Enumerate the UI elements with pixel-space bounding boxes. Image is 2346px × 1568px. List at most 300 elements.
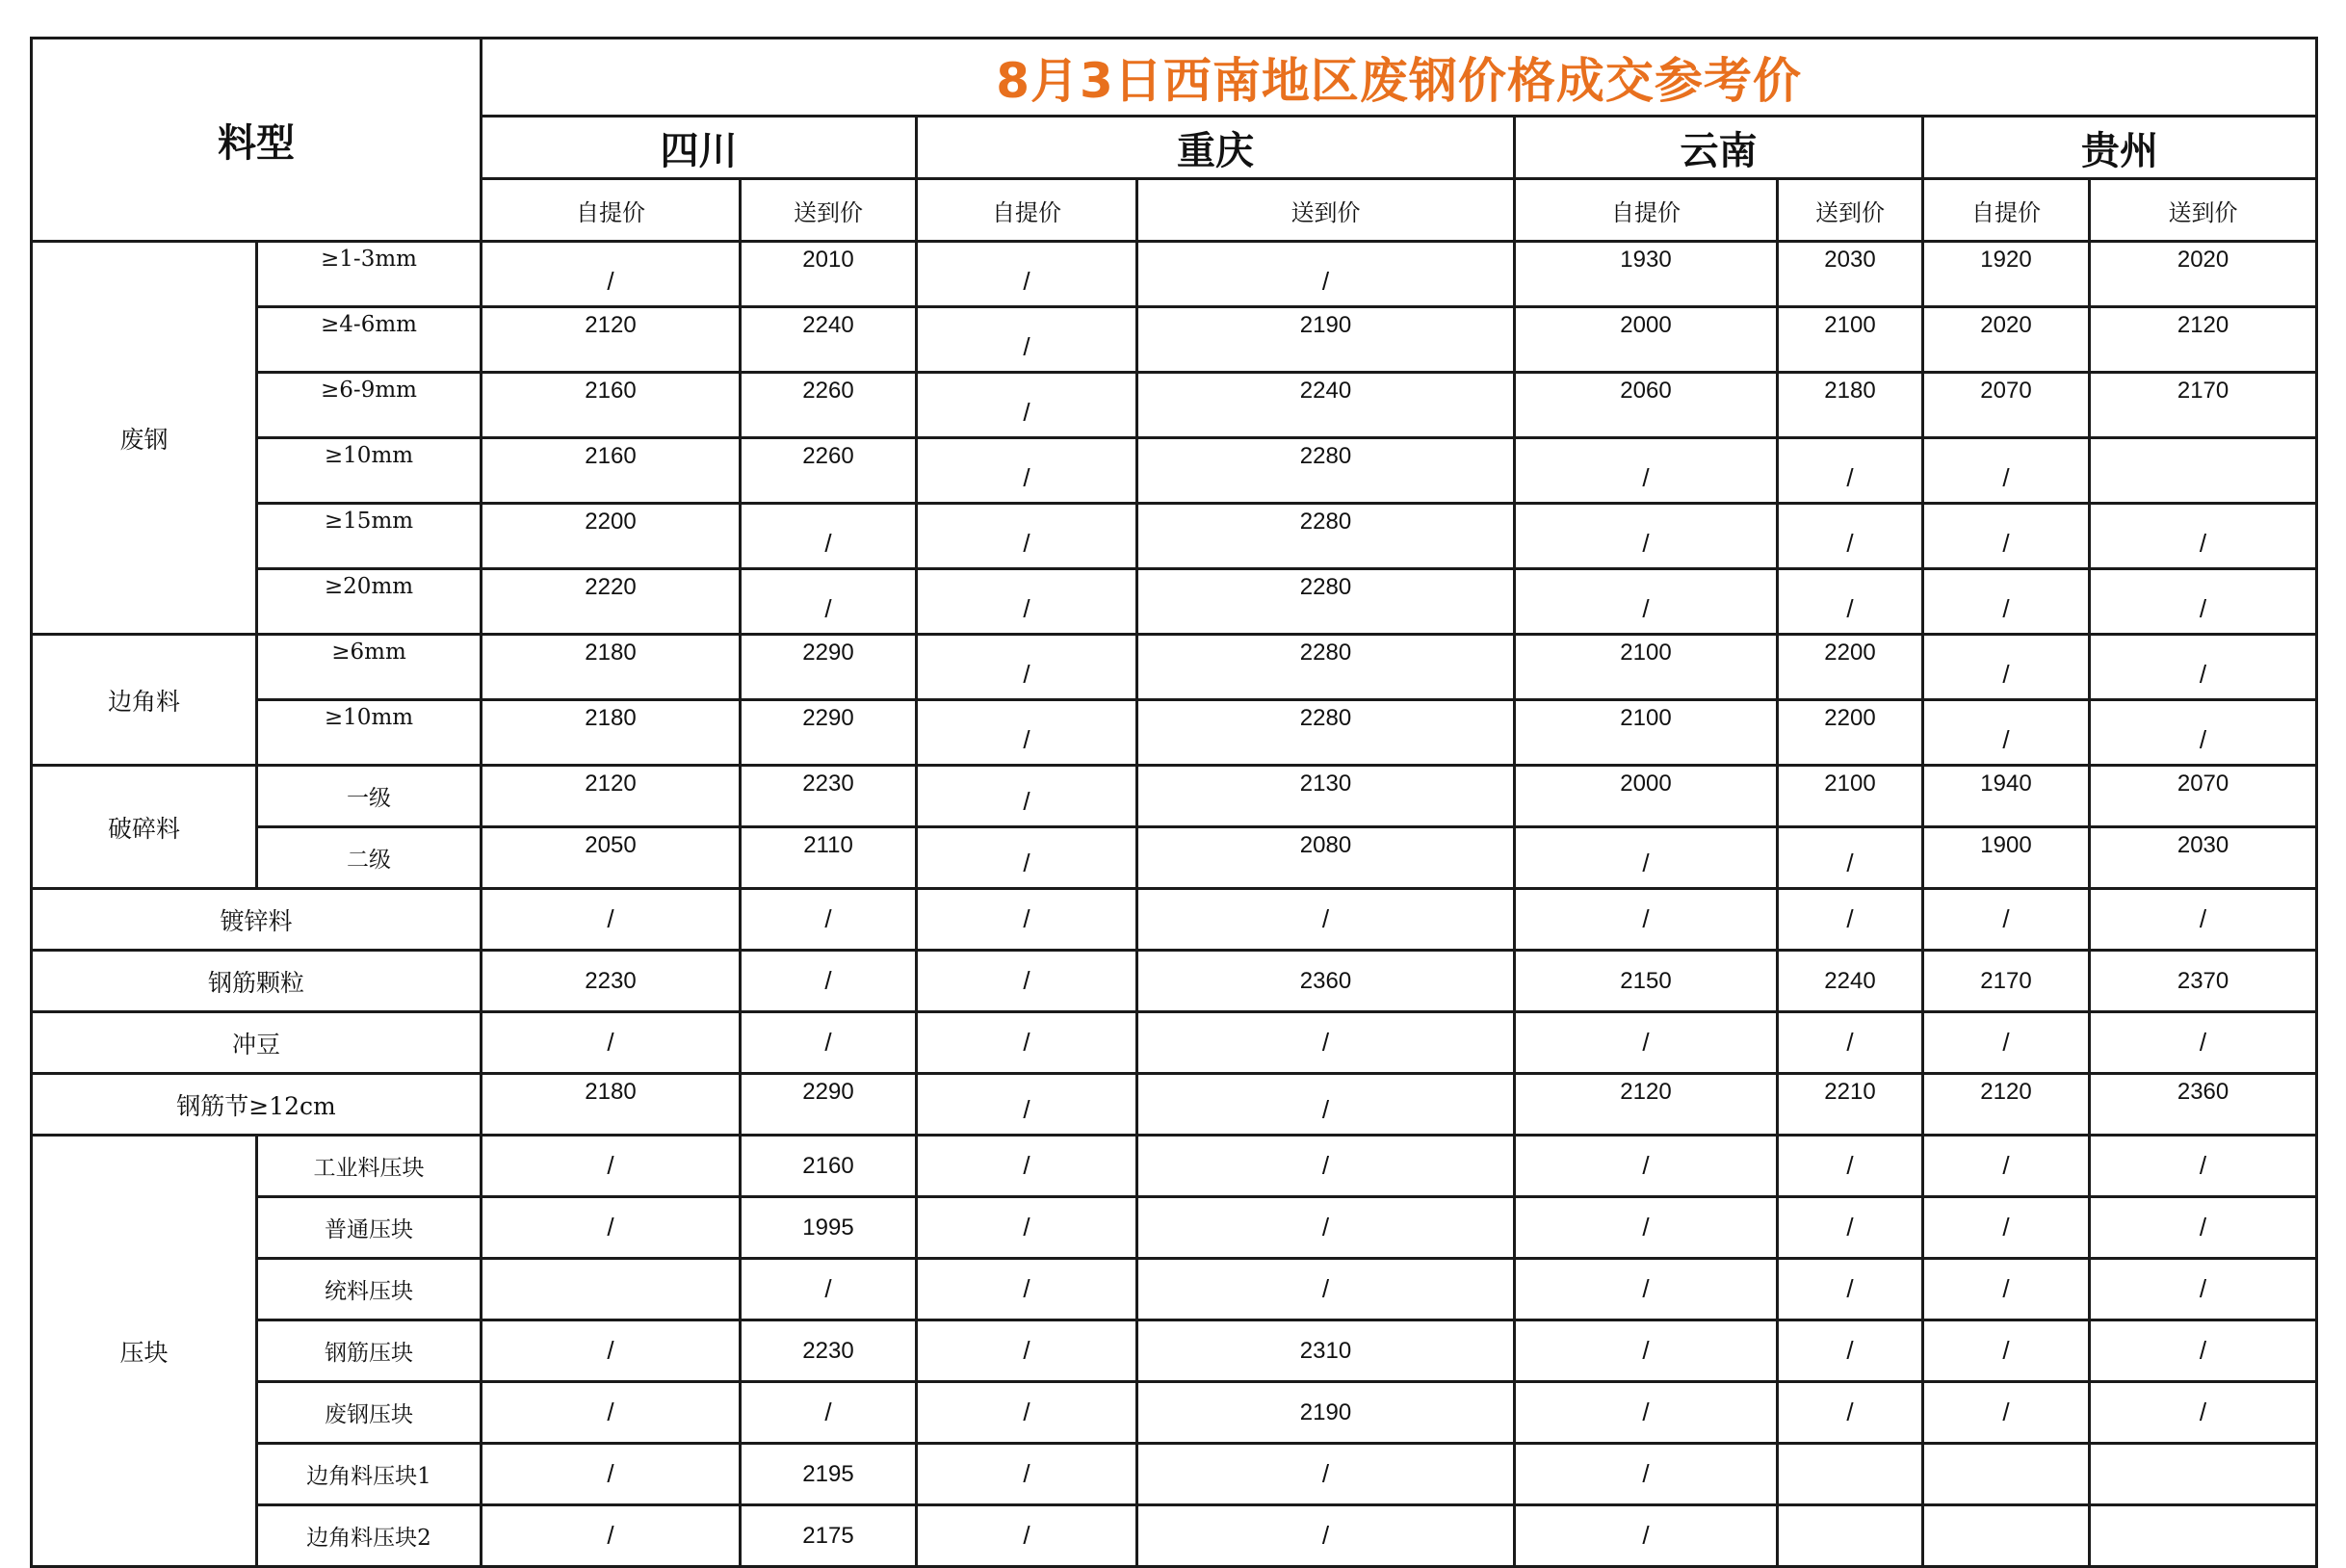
price-value: / — [1023, 787, 1030, 816]
spec-text: 统料压块 — [325, 1279, 413, 1304]
price-sheet — [30, 37, 2315, 1568]
price-value: 2200 — [1824, 705, 1876, 731]
price-value: / — [1846, 594, 1854, 623]
delivered-price-cell — [1137, 1197, 1515, 1259]
price-value: 2220 — [585, 574, 637, 600]
table-body — [32, 39, 2317, 1567]
price-value: 2200 — [1824, 640, 1876, 666]
delivered-price-cell — [741, 1074, 917, 1136]
price-value: / — [1321, 1151, 1330, 1180]
price-value: / — [1846, 1274, 1854, 1303]
price-value: / — [1023, 660, 1030, 689]
delivered-price-cell — [1137, 307, 1515, 373]
delivered-price-cell — [2090, 373, 2317, 438]
pickup-price-cell — [1515, 569, 1778, 635]
delivered-price-cell — [1778, 1012, 1923, 1074]
price-value: / — [1846, 1151, 1854, 1180]
delivered-price-cell — [1778, 242, 1923, 307]
spec-text: 钢筋压块 — [325, 1341, 413, 1366]
delivered-price-cell — [1137, 1259, 1515, 1320]
pickup-price-cell — [1515, 1197, 1778, 1259]
delivered-price-cell — [741, 438, 917, 504]
delivered-price-cell — [1137, 889, 1515, 951]
price-value: 2160 — [585, 443, 637, 469]
price-value: / — [2199, 1398, 2207, 1426]
pickup-price-cell — [1923, 569, 2090, 635]
pickup-price-cell — [1515, 951, 1778, 1012]
spec-label — [257, 700, 482, 766]
table-row — [32, 635, 2317, 700]
pickup-price-cell — [1923, 827, 2090, 889]
price-value: / — [1642, 529, 1650, 558]
price-value: / — [824, 594, 832, 623]
pickup-price-cell — [917, 1136, 1137, 1197]
delivered-price-cell — [2090, 1259, 2317, 1320]
price-value: / — [2002, 463, 2010, 492]
price-value: 2230 — [802, 1337, 854, 1364]
price-value: 2280 — [1299, 509, 1352, 535]
price-value: 2200 — [585, 509, 637, 535]
price-value: 2175 — [802, 1522, 854, 1549]
pickup-price-cell — [1515, 307, 1778, 373]
pickup-price-cell — [1923, 700, 2090, 766]
price-value: 1995 — [802, 1214, 854, 1241]
delivered-price-cell — [1137, 1505, 1515, 1567]
delivered-price-cell — [1778, 635, 1923, 700]
delivered-price-cell — [1137, 242, 1515, 307]
delivered-price-cell — [741, 1197, 917, 1259]
price-value: 2290 — [802, 1079, 854, 1105]
pickup-price-cell — [482, 1259, 741, 1320]
delivered-price-cell — [1778, 438, 1923, 504]
pickup-price-header: 自提价 — [482, 179, 741, 242]
table-row — [32, 827, 2317, 889]
delivered-price-cell — [2090, 1136, 2317, 1197]
pickup-price-cell — [1923, 889, 2090, 951]
spec-label — [257, 569, 482, 635]
price-value: / — [2002, 1213, 2010, 1241]
table-row — [32, 1320, 2317, 1382]
price-value: / — [1023, 529, 1030, 558]
price-value: / — [2002, 904, 2010, 933]
spec-label — [257, 1320, 482, 1382]
price-value: 2180 — [585, 705, 637, 731]
table-row — [32, 1074, 2317, 1136]
price-value: / — [1642, 1151, 1650, 1180]
delivered-price-cell — [2090, 1505, 2317, 1567]
price-value: / — [1023, 1336, 1030, 1365]
sheet-title: 8月3日西南地区废钢价格成交参考价 — [482, 39, 2317, 117]
pickup-price-cell — [1923, 1259, 2090, 1320]
pickup-price-cell — [482, 1505, 741, 1567]
price-value: 2120 — [1620, 1079, 1672, 1105]
price-value: / — [1846, 849, 1854, 877]
price-value: 2080 — [1299, 832, 1352, 858]
pickup-price-cell — [917, 1074, 1137, 1136]
price-value: / — [2002, 725, 2010, 754]
price-value: / — [1023, 904, 1030, 933]
pickup-price-cell — [1923, 1505, 2090, 1567]
price-value: / — [1642, 1459, 1650, 1488]
price-value: / — [607, 1028, 614, 1057]
delivered-price-cell — [1137, 1012, 1515, 1074]
price-value: / — [607, 1336, 614, 1365]
delivered-price-cell — [2090, 504, 2317, 569]
spec-text: ≥6mm — [331, 640, 406, 665]
spec-text: 工业料压块 — [313, 1156, 425, 1181]
pickup-price-cell — [1515, 889, 1778, 951]
spec-label — [257, 635, 482, 700]
price-value: 2280 — [1299, 640, 1352, 666]
delivered-price-cell — [2090, 569, 2317, 635]
price-value: / — [2002, 529, 2010, 558]
table-row — [32, 307, 2317, 373]
price-value: 2070 — [1980, 378, 2032, 404]
price-value: 2280 — [1299, 574, 1352, 600]
price-value: 2120 — [585, 312, 637, 338]
pickup-price-cell — [482, 1320, 741, 1382]
price-value: 2100 — [1824, 312, 1876, 338]
spec-text: 边角料压块2 — [306, 1526, 431, 1551]
price-value: / — [1023, 1274, 1030, 1303]
delivered-price-cell — [741, 827, 917, 889]
pickup-price-cell — [1515, 1012, 1778, 1074]
pickup-price-cell — [1923, 635, 2090, 700]
price-value: / — [1642, 1336, 1650, 1365]
spec-text: 废钢压块 — [325, 1402, 413, 1427]
price-value: 2190 — [1299, 312, 1352, 338]
delivered-price-cell — [1137, 635, 1515, 700]
table-row — [32, 951, 2317, 1012]
delivered-price-cell — [1778, 1259, 1923, 1320]
price-value: / — [1846, 904, 1854, 933]
price-value: / — [1023, 463, 1030, 492]
price-value: / — [2199, 1028, 2207, 1057]
pickup-price-cell — [1515, 1074, 1778, 1136]
price-value: 2160 — [585, 378, 637, 404]
spec-text: 二级 — [347, 848, 391, 873]
table-row — [32, 438, 2317, 504]
price-value: 2100 — [1620, 705, 1672, 731]
pickup-price-cell — [1515, 438, 1778, 504]
price-value: 2100 — [1824, 771, 1876, 797]
delivered-price-cell — [2090, 827, 2317, 889]
pickup-price-cell — [1515, 766, 1778, 827]
delivered-price-header: 送到价 — [1778, 179, 1923, 242]
pickup-price-cell — [1515, 700, 1778, 766]
table-row — [32, 1012, 2317, 1074]
price-value: 2370 — [2177, 967, 2229, 994]
pickup-price-cell — [1923, 438, 2090, 504]
region-sichuan: 四川 — [482, 117, 917, 179]
price-value: 2030 — [2177, 832, 2229, 858]
delivered-price-cell — [741, 1136, 917, 1197]
price-value: 2010 — [802, 247, 854, 273]
price-value: / — [1321, 1459, 1330, 1488]
pickup-price-cell — [1923, 1012, 2090, 1074]
delivered-price-cell — [1778, 951, 1923, 1012]
pickup-price-cell — [917, 307, 1137, 373]
price-value: 2020 — [2177, 247, 2229, 273]
pickup-price-cell — [917, 766, 1137, 827]
price-value: / — [2002, 660, 2010, 689]
delivered-price-cell — [2090, 1012, 2317, 1074]
delivered-price-cell — [1137, 827, 1515, 889]
price-value: 2240 — [802, 312, 854, 338]
delivered-price-cell — [2090, 1320, 2317, 1382]
spec-text: ≥4-6mm — [321, 312, 417, 337]
pickup-price-cell — [482, 700, 741, 766]
price-value: / — [824, 904, 832, 933]
pickup-price-cell — [917, 1444, 1137, 1505]
spec-text: 边角料压块1 — [306, 1464, 431, 1489]
delivered-price-cell — [2090, 1197, 2317, 1259]
price-value: 2000 — [1620, 312, 1672, 338]
delivered-price-cell — [1778, 569, 1923, 635]
price-value: 2360 — [2177, 1079, 2229, 1105]
spec-text: ≥15mm — [324, 509, 414, 534]
category-galvanized: 镀锌料 — [32, 889, 482, 951]
price-value: 2195 — [802, 1460, 854, 1487]
price-value: / — [607, 1213, 614, 1241]
price-value: / — [1642, 1028, 1650, 1057]
pickup-price-cell — [482, 951, 741, 1012]
price-value: 2280 — [1299, 705, 1352, 731]
spec-text: 普通压块 — [325, 1217, 413, 1242]
spec-label — [257, 827, 482, 889]
delivered-price-cell — [2090, 951, 2317, 1012]
delivered-price-cell — [1778, 1382, 1923, 1444]
pickup-price-cell — [1923, 1197, 2090, 1259]
region-guizhou: 贵州 — [1923, 117, 2317, 179]
delivered-price-cell — [1778, 1320, 1923, 1382]
spec-label — [257, 307, 482, 373]
price-value: 1940 — [1980, 771, 2032, 797]
pickup-price-cell — [482, 242, 741, 307]
pickup-price-cell — [1515, 1444, 1778, 1505]
pickup-price-cell — [1923, 1074, 2090, 1136]
price-value: / — [607, 1398, 614, 1426]
pickup-price-cell — [917, 1197, 1137, 1259]
spec-text: ≥1-3mm — [321, 247, 417, 272]
price-value: / — [2002, 1028, 2010, 1057]
price-value: / — [1642, 463, 1650, 492]
price-value: 2170 — [2177, 378, 2229, 404]
price-value: 2310 — [1299, 1337, 1352, 1364]
pickup-price-cell — [482, 1074, 741, 1136]
table-row — [32, 766, 2317, 827]
price-value: / — [607, 1151, 614, 1180]
price-value: 2240 — [1299, 378, 1352, 404]
price-value: / — [1023, 398, 1030, 427]
delivered-price-cell — [2090, 700, 2317, 766]
delivered-price-cell — [741, 242, 917, 307]
pickup-price-cell — [1515, 635, 1778, 700]
price-value: / — [1642, 1274, 1650, 1303]
category-edge-material: 边角料 — [32, 635, 257, 766]
price-value: / — [824, 1028, 832, 1057]
category-briquettes: 压块 — [32, 1136, 257, 1567]
price-value: / — [1023, 267, 1030, 296]
delivered-price-cell — [1778, 307, 1923, 373]
pickup-price-header: 自提价 — [1923, 179, 2090, 242]
price-value: / — [1023, 332, 1030, 361]
price-value: 2070 — [2177, 771, 2229, 797]
price-value: 2260 — [802, 378, 854, 404]
category-rebar-pellets: 钢筋颗粒 — [32, 951, 482, 1012]
material-type-header: 料型 — [32, 39, 482, 242]
category-punching-beans: 冲豆 — [32, 1012, 482, 1074]
price-value: / — [1321, 1095, 1330, 1124]
delivered-price-cell — [1137, 569, 1515, 635]
pickup-price-cell — [482, 438, 741, 504]
spec-text: ≥10mm — [324, 443, 414, 468]
price-value: / — [2199, 660, 2207, 689]
delivered-price-cell — [1137, 438, 1515, 504]
price-value: 2170 — [1980, 967, 2032, 994]
price-value: / — [2199, 529, 2207, 558]
price-value: 2260 — [802, 443, 854, 469]
delivered-price-cell — [741, 635, 917, 700]
price-value: 2100 — [1620, 640, 1672, 666]
price-value: 2130 — [1299, 771, 1352, 797]
pickup-price-cell — [482, 766, 741, 827]
pickup-price-cell — [917, 438, 1137, 504]
price-value: / — [1321, 1521, 1330, 1550]
pickup-price-header: 自提价 — [1515, 179, 1778, 242]
delivered-price-cell — [741, 766, 917, 827]
pickup-price-cell — [482, 635, 741, 700]
pickup-price-cell — [1515, 827, 1778, 889]
price-value: / — [824, 529, 832, 558]
price-value: 2020 — [1980, 312, 2032, 338]
pickup-price-cell — [482, 889, 741, 951]
price-value: / — [1642, 1398, 1650, 1426]
price-value: / — [607, 267, 614, 296]
pickup-price-cell — [1923, 1444, 2090, 1505]
delivered-price-cell — [2090, 766, 2317, 827]
pickup-price-cell — [917, 889, 1137, 951]
spec-text: ≥20mm — [324, 574, 414, 599]
price-value: 2180 — [585, 640, 637, 666]
table-row — [32, 700, 2317, 766]
pickup-price-cell — [917, 373, 1137, 438]
pickup-price-cell — [917, 827, 1137, 889]
price-value: / — [2199, 1336, 2207, 1365]
spec-label — [257, 438, 482, 504]
pickup-price-cell — [482, 1444, 741, 1505]
price-value: / — [2199, 1213, 2207, 1241]
price-value: / — [824, 966, 832, 995]
price-value: / — [607, 904, 614, 933]
price-value: 2280 — [1299, 443, 1352, 469]
pickup-price-cell — [917, 1382, 1137, 1444]
price-value: / — [1642, 1213, 1650, 1241]
delivered-price-cell — [1137, 951, 1515, 1012]
price-value: / — [1321, 1213, 1330, 1241]
pickup-price-cell — [917, 504, 1137, 569]
delivered-price-cell — [741, 1444, 917, 1505]
price-value: 2240 — [1824, 967, 1876, 994]
spec-text: ≥10mm — [324, 705, 414, 730]
delivered-price-cell — [2090, 1444, 2317, 1505]
pickup-price-cell — [917, 700, 1137, 766]
pickup-price-cell — [1515, 1382, 1778, 1444]
price-value: 2360 — [1299, 967, 1352, 994]
pickup-price-cell — [1923, 1320, 2090, 1382]
delivered-price-cell — [741, 569, 917, 635]
price-value: / — [2199, 1151, 2207, 1180]
price-value: 2000 — [1620, 771, 1672, 797]
table-row — [32, 889, 2317, 951]
spec-label — [257, 1136, 482, 1197]
pickup-price-cell — [1923, 1382, 2090, 1444]
price-value: / — [1846, 1336, 1854, 1365]
table-row — [32, 569, 2317, 635]
price-value: / — [2002, 594, 2010, 623]
delivered-price-cell — [2090, 1382, 2317, 1444]
delivered-price-cell — [1137, 1136, 1515, 1197]
header-title-row — [32, 39, 2317, 117]
pickup-price-cell — [482, 1012, 741, 1074]
price-value: 1900 — [1980, 832, 2032, 858]
pickup-price-cell — [482, 1197, 741, 1259]
pickup-price-cell — [1923, 951, 2090, 1012]
pickup-price-cell — [917, 635, 1137, 700]
price-value: / — [1642, 594, 1650, 623]
price-value: / — [1023, 1398, 1030, 1426]
price-value: 2120 — [2177, 312, 2229, 338]
price-value: 2230 — [585, 967, 637, 994]
delivered-price-cell — [1778, 1505, 1923, 1567]
delivered-price-cell — [1778, 889, 1923, 951]
pickup-price-cell — [917, 1505, 1137, 1567]
category-scrap-steel: 废钢 — [32, 242, 257, 635]
delivered-price-cell — [741, 504, 917, 569]
pickup-price-cell — [917, 242, 1137, 307]
price-value: 1920 — [1980, 247, 2032, 273]
pickup-price-cell — [1515, 1136, 1778, 1197]
delivered-price-cell — [1778, 504, 1923, 569]
pickup-price-cell — [917, 1320, 1137, 1382]
pickup-price-cell — [917, 1012, 1137, 1074]
price-value: / — [2199, 1274, 2207, 1303]
delivered-price-cell — [2090, 242, 2317, 307]
pickup-price-cell — [482, 827, 741, 889]
pickup-price-cell — [482, 1136, 741, 1197]
pickup-price-cell — [1515, 242, 1778, 307]
table-row — [32, 1136, 2317, 1197]
delivered-price-header: 送到价 — [1137, 179, 1515, 242]
pickup-price-cell — [917, 569, 1137, 635]
pickup-price-cell — [482, 1382, 741, 1444]
delivered-price-cell — [1778, 1074, 1923, 1136]
price-value: 1930 — [1620, 247, 1672, 273]
price-value: 2110 — [803, 832, 853, 858]
price-value: / — [1023, 1095, 1030, 1124]
delivered-price-cell — [1778, 1197, 1923, 1259]
delivered-price-cell — [1778, 1136, 1923, 1197]
price-value: / — [2199, 904, 2207, 933]
price-value: 2120 — [1980, 1079, 2032, 1105]
price-value: / — [607, 1459, 614, 1488]
price-value: 2120 — [585, 771, 637, 797]
pickup-price-cell — [917, 1259, 1137, 1320]
delivered-price-cell — [1778, 1444, 1923, 1505]
delivered-price-cell — [741, 307, 917, 373]
price-value: 2060 — [1620, 378, 1672, 404]
delivered-price-cell — [741, 1505, 917, 1567]
